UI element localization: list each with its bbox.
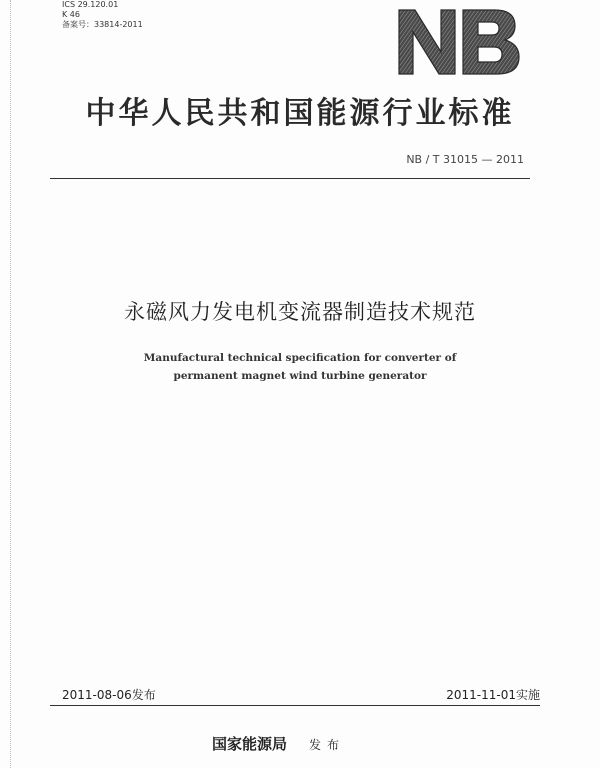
class-code: K 46	[62, 10, 80, 19]
bottom-divider	[50, 705, 540, 706]
publish-label: 发布	[309, 738, 346, 752]
record-number: 备案号：33814-2011	[62, 20, 143, 29]
org-title: 中华人民共和国能源行业标准	[85, 96, 515, 131]
title-english-block	[0, 349, 600, 385]
standard-number: NB / T 31015 — 2011	[406, 153, 524, 166]
issue-date: 2011-08-06发布	[62, 688, 156, 702]
issuer-name: 国家能源局	[212, 735, 288, 753]
title-english-line-2: permanent magnet wind turbine generator	[173, 370, 427, 382]
classification-block	[62, 0, 143, 30]
issuer-line	[212, 733, 345, 754]
nb-logo	[395, 4, 525, 78]
top-divider	[50, 178, 530, 179]
title-chinese: 永磁风力发电机变流器制造技术规范	[124, 300, 476, 324]
implementation-date: 2011-11-01实施	[446, 688, 540, 702]
ics-code: ICS 29.120.01	[62, 0, 119, 9]
title-english-line-1: Manufactural technical specification for converter of	[143, 352, 457, 364]
